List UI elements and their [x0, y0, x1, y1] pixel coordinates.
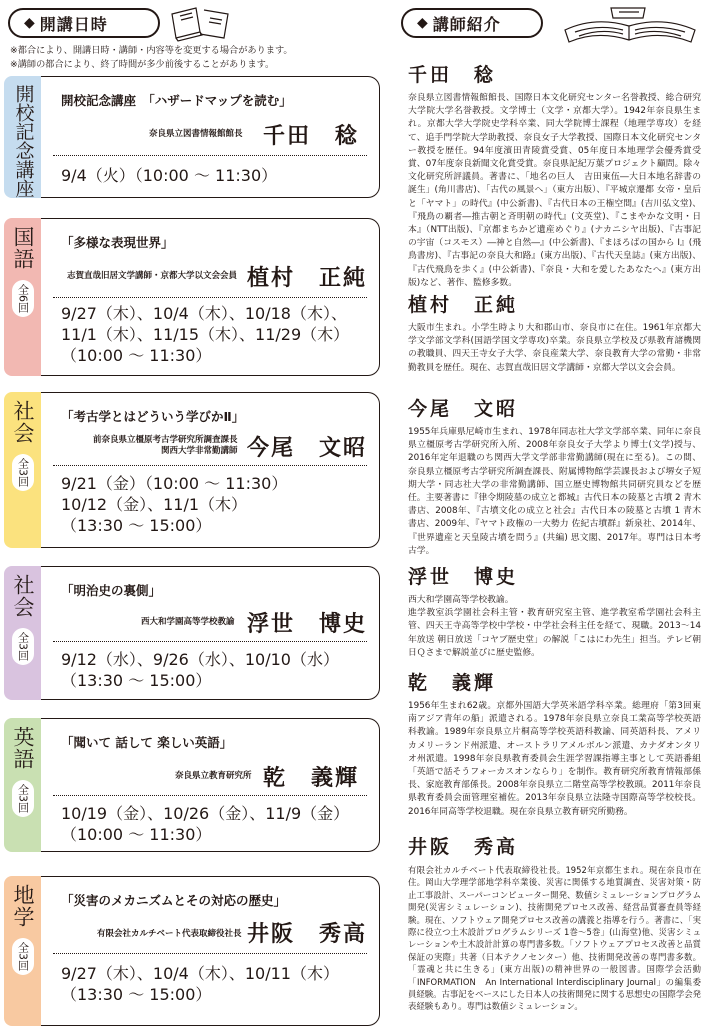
date-line: 9/4（火）（10:00 ～ 11:30）: [61, 166, 278, 185]
instructor-name: 千田 稔: [408, 64, 497, 86]
session-english: [4, 718, 380, 852]
divider: [53, 155, 367, 156]
lecturer-affiliation: [93, 435, 238, 457]
schedule-header: [8, 8, 160, 38]
divider: [53, 297, 367, 298]
date-line: （13:30 ～ 15:00）: [61, 671, 212, 690]
lecturer-name: 今尾 文昭: [247, 436, 368, 461]
lecture-title: 開校記念講座 「ハザードマップを読む」: [61, 93, 292, 108]
date-line: 9/12（水）、9/26（水）、10/10（水）: [61, 650, 339, 669]
lecture-title: 「考古学とはどういう学びかⅡ」: [61, 409, 245, 424]
date-line: 10/12（金）、11/1（木）: [61, 495, 248, 514]
lecturer-affiliation: [149, 129, 243, 140]
date-line: （10:00 ～ 11:30）: [61, 346, 212, 365]
lecturer-name: 植村 正純: [247, 266, 368, 291]
instructor-bio: 1955年兵庫県尼崎市生まれ、1978年同志社大学文学部卒業、同年に奈良県立橿原考古学研究所入所、2008年奈良女子大学より博士(文学)授与、2016年定年退職のち関西大学文学部非常勤講師(現在に至る)。この間、奈良県立橿原考古学研究所調査課長、附属博物館学芸課長および堺女子短期大学・同志社大学の非常勤講師、国立歴史博物館共同研究員などを歴任。主要著書に『律令期陵墓の成立と都城』古代日本の陵墓と古墳 2 青木書店、2008年、『古墳文化の成立と社会』古代日本の陵墓と古墳 1 青木書店、2009年、『ヤマト政権の一大勢力 佐紀古墳群』新泉社、2014年、『世界遺産と天皇陵古墳を問う』(共編) 思文閣、2017年。専門は日本考古学。: [408, 427, 701, 556]
subject-tab: [4, 392, 42, 548]
subject-label: 社会: [11, 574, 35, 618]
divider: [53, 953, 367, 954]
session-opening: [4, 76, 380, 198]
session-dates: [61, 165, 277, 186]
instructors-header-label: 講師紹介: [432, 14, 501, 34]
lecturer-affiliation: [97, 929, 242, 940]
affiliation-line: 奈良県立図書情報館館長: [149, 129, 243, 139]
lecture-title: 「聞いて 話して 楽しい英語」: [61, 735, 233, 750]
diamond-icon: ◆: [417, 15, 429, 31]
lecture-title: 「多様な表現世界」: [61, 235, 174, 250]
session-card: [41, 392, 380, 548]
open-book-icon: [555, 2, 705, 46]
lecturer-affiliation: [175, 771, 252, 782]
session-dates: [61, 803, 349, 845]
instructor-imao: [408, 398, 701, 558]
date-line: （10:00 ～ 11:30）: [61, 825, 212, 844]
date-line: 10/19（金）、10/26（金）、11/9（金）: [61, 804, 350, 823]
notes: [10, 44, 293, 72]
diamond-icon: ◆: [24, 15, 36, 31]
session-social-meiji: [4, 566, 380, 700]
lecturer-name: 乾 義輝: [263, 766, 360, 791]
lecturer-name: 井阪 秀高: [247, 922, 368, 947]
instructor-bio: 有限会社カルチベート代表取締役社長。1952年京都生まれ。現在奈良市在住。岡山大学理学部地学科卒業後、災害に関係する地質調査、災害対策・防止工事設計、スーパーコンピューター開発、数値シミュレーションプログラム開発(災害シミュレーション)、技術開発プロセス改善、経営品質審査員等経験。現在、ソフトウェア開発プロセス改善の講義と指導を行う。著書に、「実際に役立つ土木設計プログラムシリーズ 1巻～5巻」(山海堂)他、災害シミュレーションや土木設計計算の専門書多数。「ソフトウェアプロセス改善と品質保証の実際」共著（日本テクノセンター）他、技術開発改善の専門書多数。「霊魂と共に生きる」(東方出版)の精神世界の一般図書。国際学会活動「INFORMATION An International Interdisciplinary Journal」の編集委員経験。古事記をベースにした日本人の技術開発に関する思想史の国際学会発表経験もあり。専門は数値シミュレーション。: [408, 865, 701, 1012]
date-line: 11/1（木）、11/15（木）、11/29（木）: [61, 325, 350, 344]
session-earth-science: [4, 876, 380, 1026]
note-line: ※都合により、開講日時・講師・内容等を変更する場合があります。: [10, 45, 293, 56]
instructor-bio: 奈良県立図書情報館館長、国際日本文化研究センター名誉教授、総合研究大学院大学名誉教授。文学博士（文学・京都大学）。1942年奈良県生まれ。京都大学大学院史学科卒業、同大学院博士課程（地理学専攻）を経て、追手門学院大学助教授、奈良女子大学教授、国際日本文化研究センター教授を歴任。94年度濱田青陵賞受賞、05年度日本地理学会優秀賞受賞、07年度奈良新聞文化賞受賞。奈良県記紀万葉プロジェクト顧問。除々文化研究所評議員。著書に、「地名の巨人 吉田東伍―大日本地名辞書の誕生」(角川書店)、「古代の風景へ」（東方出版）、『平城京遷都 女帝・皇后と「ヤマト」の時代』(中公新書)、『古代日本の王権空間』(吉川弘文堂)、『飛鳥の覇者―推古朝と斉明朝の時代』(文英堂)、『こまやかな文明・日本』（NTT出版)、『京都まちかど遺産めぐり』(ナカニシヤ出版)、『古事記の宇宙（コスモス）―神と自然―』(中公新書)、『まほろばの国から Ⅰ』(飛鳥書房)、『古事記の奈良大和路』(東方出版)、『古代天皇誌』(東方出版)、『古代飛鳥を歩く』(中公新書)、『奈良・大和を愛したあなたへ』(東方出版)など、著作、監修多数。: [408, 93, 701, 288]
subject-label: 開校記念講座: [12, 84, 35, 198]
affiliation-line: 前奈良県立橿原考古学研究所調査課長: [93, 435, 238, 445]
instructor-bio: 大阪市生まれ。小学生時より大和郡山市、奈良市に在住。1961年京都大学文学部文学科(国語学国文学専攻)卒業。奈良県立学校及び県教育諸機関の教職員、四天王寺女子大学、奈良産業大学、奈良教育大学の常勤・非常勤教員を歴任。現在、志賀直哉旧居文学講師・京都大学以文会会員。: [408, 323, 701, 373]
session-count: 全3回: [12, 780, 34, 817]
affiliation-line: 有限会社カルチベート代表取締役社長: [97, 929, 242, 939]
date-line: 9/27（木）、10/4（木）、10/18（木）、: [61, 304, 347, 323]
lecture-title: 「災害のメカニズムとその対応の歴史」: [61, 893, 287, 908]
session-japanese: [4, 218, 380, 376]
lecturer-affiliation: [141, 617, 235, 628]
instructor-isaka: [408, 836, 701, 1013]
session-dates: [61, 303, 349, 366]
divider: [53, 641, 367, 642]
books-icon: [166, 4, 236, 42]
instructor-ukiyo: [408, 566, 701, 660]
session-dates: [61, 649, 339, 691]
affiliation-line: 西大和学園高等学校教諭: [141, 617, 235, 627]
date-line: （13:30 ～ 15:00）: [61, 985, 212, 1004]
instructor-name: 浮世 博史: [408, 566, 519, 588]
note-line: ※講師の都合により、終了時間が多少前後することがあります。: [10, 59, 275, 70]
affiliation-line: 志賀直哉旧居文学講師・京都大学以文会会員: [67, 271, 238, 281]
session-card: [41, 566, 380, 700]
schedule-header-label: 開講日時: [39, 14, 108, 34]
session-card: [41, 876, 380, 1026]
session-card: [41, 218, 380, 376]
subject-tab: [4, 76, 42, 198]
instructor-name: 今尾 文昭: [408, 398, 519, 420]
subject-label: 国語: [11, 226, 35, 270]
divider: [53, 465, 367, 466]
subject-tab: [4, 718, 42, 852]
date-line: （13:30 ～ 15:00）: [61, 516, 212, 535]
subject-label: 英語: [11, 726, 35, 770]
instructor-bio: 1956年生まれ62歳。京都外国語大学英米語学科卒業。総理府「第3回東南アジア青年の船」派遣される。1978年奈良県立奈良工業高等学校英語科教諭。1989年奈良県立片桐高等学校英語科教諭、同英語科長、アメリカメリーランド州派遣、オーストラリアメルボルン派遣、カナダオンタリオ州派遣。1998年奈良県教育委員会生涯学習課指導主事として英語番組「英語で話そうフォーカスオンならり」を制作。教育研究所教育情報部係長、家庭教育部係長。2008年奈良県立二階堂高等学校教頭。2011年奈良県教育委員会面管理室補佐。2013年奈良県立法隆寺国際高等学校校長。2016年同高等学校退職。現在奈良県立教育研究所勤務。: [408, 701, 701, 817]
divider: [53, 795, 367, 796]
session-dates: [61, 963, 339, 1005]
session-count: 全6回: [12, 280, 34, 317]
lecturer-affiliation: [67, 271, 237, 282]
lecturer-name: 浮世 博史: [247, 612, 368, 637]
subject-tab: [4, 876, 42, 1026]
instructors-header: [401, 8, 543, 38]
instructor-name: 井阪 秀高: [408, 836, 519, 858]
session-social-archaeology: [4, 392, 380, 548]
session-count: 全3回: [12, 628, 34, 665]
date-line: 9/21（金）（10:00 ～ 11:30）: [61, 474, 288, 493]
session-dates: [61, 473, 287, 536]
session-count: 全3回: [12, 454, 34, 491]
lecture-title: 「明治史の裏側」: [61, 583, 162, 598]
session-count: 全3回: [12, 938, 34, 975]
instructor-senda: [408, 64, 701, 290]
date-line: 9/27（木）、10/4（木）、10/11（木）: [61, 964, 339, 983]
instructor-inui: [408, 672, 701, 819]
instructor-bio: 西大和学園高等学校教諭。 進学教室浜学園社会科主管・教育研究室主管、進学教室希学園社会科主管、四天王寺高等学校中学校・中学社会科主任を経て、現職。2013～14年放送 朝日放送「コヤブ歴史堂」の解説「こはにわ先生」担当。テレビ朝日Ｑさまで解説並びに歴史監修。: [408, 595, 701, 658]
affiliation-line: 奈良県立教育研究所: [175, 771, 252, 781]
instructor-uemura: [408, 294, 701, 375]
session-card: [41, 76, 380, 198]
affiliation-line: 関西大学非常勤講師: [161, 446, 238, 456]
subject-tab: [4, 218, 42, 376]
session-card: [41, 718, 380, 852]
subject-label: 社会: [11, 400, 35, 444]
instructor-name: 乾 義輝: [408, 672, 497, 694]
lecturer-name: 千田 稔: [263, 124, 360, 149]
instructor-name: 植村 正純: [408, 294, 519, 316]
subject-label: 地学: [11, 884, 35, 928]
subject-tab: [4, 566, 42, 700]
